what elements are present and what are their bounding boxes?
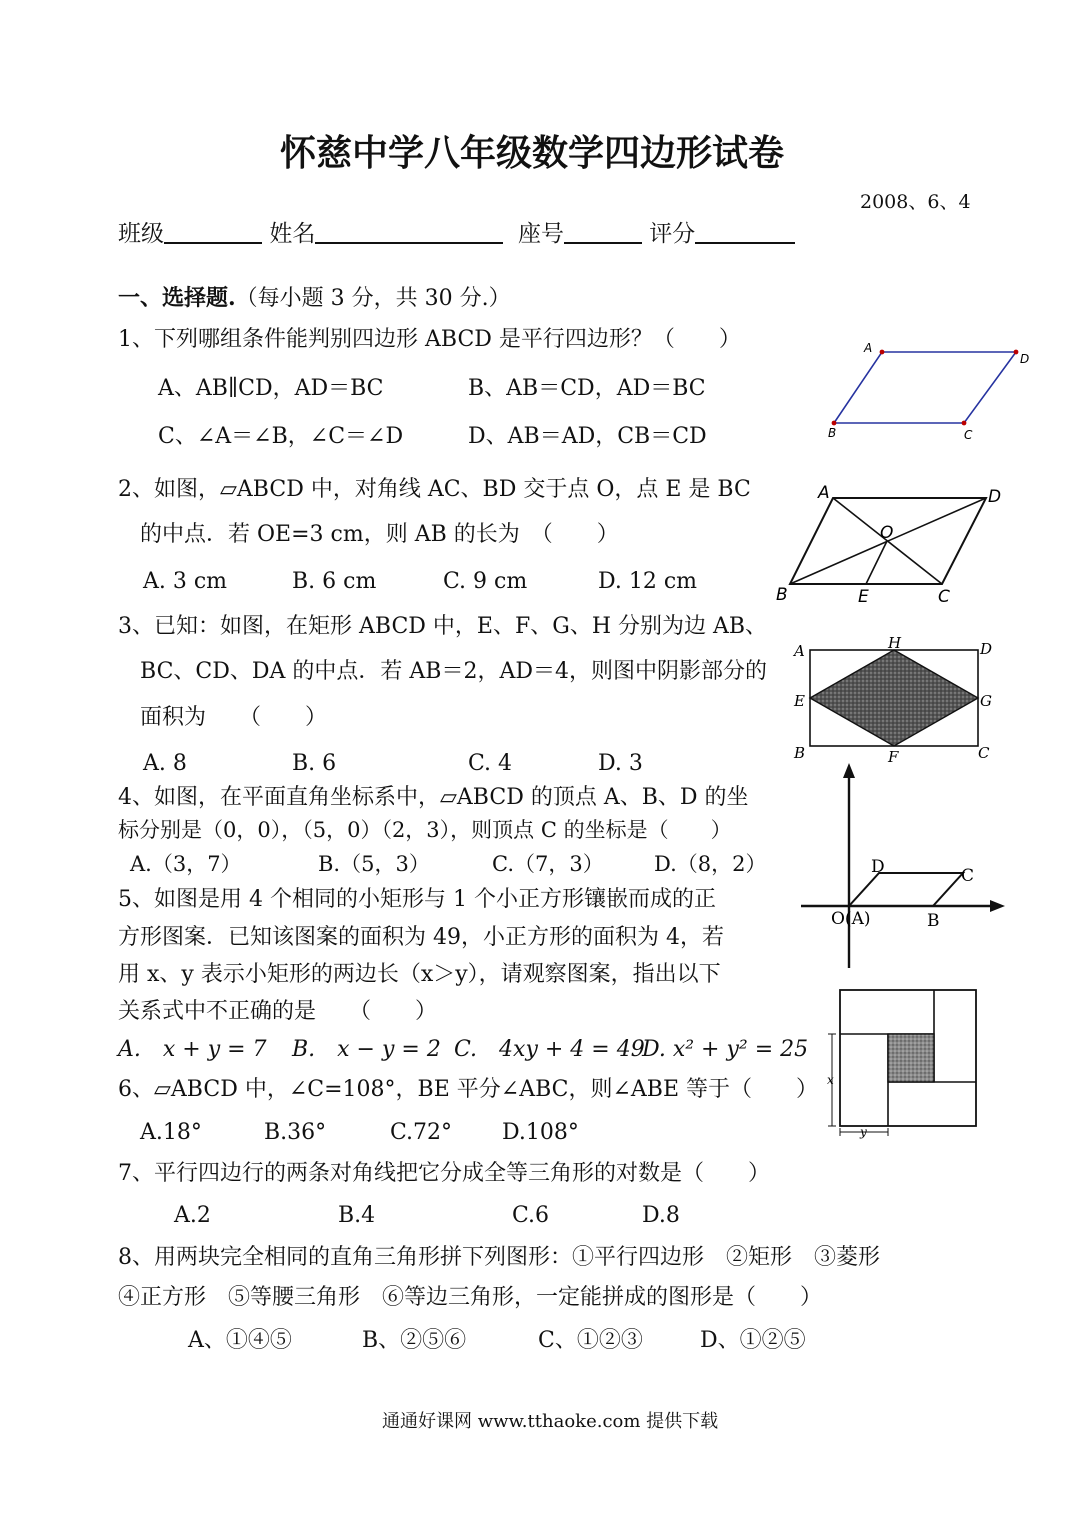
- label-h: H: [888, 634, 902, 652]
- q4-option-a[interactable]: A.（3，7）: [130, 852, 242, 876]
- q2-option-a[interactable]: A. 3 cm: [143, 569, 228, 594]
- q2-option-b[interactable]: B. 6 cm: [292, 569, 377, 594]
- q1-parallelogram-shape: [834, 352, 1016, 423]
- q8-option-d[interactable]: D、①②⑤: [700, 1328, 806, 1353]
- q8-stem-line1: 8、用两块完全相同的直角三角形拼下列图形：①平行四边形 ②矩形 ③菱形: [118, 1245, 880, 1270]
- label-d: D: [871, 857, 885, 877]
- q5-stem-line2: 方形图案．已知该图案的面积为 49，小正方形的面积为 4，若: [118, 925, 724, 950]
- label-a: A: [794, 642, 805, 660]
- score-field[interactable]: [695, 220, 795, 244]
- q8-option-a[interactable]: A、①④⑤: [188, 1328, 292, 1353]
- label-c: C: [978, 744, 990, 762]
- q5-stem-line1: 5、如图是用 4 个相同的小矩形与 1 个小正方形镶嵌而成的正: [118, 887, 716, 912]
- q5-small-square: [888, 1034, 934, 1082]
- q5-option-a[interactable]: A. x + y = 7: [118, 1037, 267, 1062]
- label-f: F: [888, 748, 899, 766]
- q3-rectangle-figure: [790, 632, 1000, 772]
- label-b: B: [927, 911, 940, 931]
- vertex-c-dot: [962, 421, 967, 426]
- q8-stem-line2: ④正方形 ⑤等腰三角形 ⑥等边三角形，一定能拼成的图形是（ ）: [118, 1285, 823, 1310]
- q7-option-c[interactable]: C.6: [512, 1203, 550, 1228]
- name-label: 姓名: [269, 221, 316, 247]
- class-label: 班级: [118, 221, 164, 247]
- page-title: 怀慈中学八年级数学四边形试卷: [280, 133, 785, 174]
- label-c: C: [964, 428, 973, 442]
- q5-stem-line3: 用 x、y 表示小矩形的两边长（x＞y），请观察图案，指出以下: [118, 962, 721, 987]
- q3-option-a[interactable]: A. 8: [143, 751, 187, 776]
- q2-stem-line2: 的中点．若 OE=3 cm，则 AB 的长为 （ ）: [140, 522, 619, 547]
- q6-stem: 6、▱ABCD 中，∠C=108°，BE 平分∠ABC，则∠ABE 等于（ ）: [118, 1077, 819, 1102]
- info-row: [118, 220, 795, 248]
- q6-option-a[interactable]: A.18°: [140, 1120, 202, 1145]
- q3-stem-line2: BC、CD、DA 的中点．若 AB＝2，AD＝4，则图中阴影部分的: [140, 659, 767, 684]
- q3-shaded-rhombus: [810, 650, 978, 746]
- q2-option-d[interactable]: D. 12 cm: [598, 569, 698, 594]
- q1-option-a[interactable]: A、AB∥CD，AD＝BC: [158, 376, 384, 401]
- label-x: x: [827, 1073, 834, 1087]
- label-c: C: [938, 587, 950, 607]
- q7-stem: 7、平行四边行的两条对角线把它分成全等三角形的对数是（ ）: [118, 1161, 770, 1186]
- q4-stem-line2: 标分别是（0，0），（5，0）（2，3），则顶点 C 的坐标是（ ）: [118, 818, 732, 842]
- q4-option-d[interactable]: D.（8，2）: [654, 852, 767, 876]
- q5-option-d[interactable]: D. x² + y² = 25: [642, 1037, 809, 1062]
- q4-option-c[interactable]: C.（7，3）: [492, 852, 604, 876]
- label-a: A: [864, 341, 873, 355]
- label-g: G: [980, 692, 992, 710]
- q6-option-b[interactable]: B.36°: [264, 1120, 327, 1145]
- vertex-b-dot: [832, 421, 837, 426]
- label-b: B: [794, 744, 806, 762]
- section-title: 一、选择题.: [118, 285, 236, 311]
- label-d: D: [988, 487, 1002, 507]
- q1-parallelogram-figure: [820, 335, 1040, 450]
- q7-option-a[interactable]: A.2: [174, 1203, 211, 1228]
- q2-option-c[interactable]: C. 9 cm: [443, 569, 528, 594]
- q6-option-c[interactable]: C.72°: [390, 1120, 453, 1145]
- section-note: （每小题 3 分，共 30 分.）: [235, 286, 511, 311]
- segment-oe: [866, 541, 887, 584]
- q5-stem-line4: 关系式中不正确的是 （ ）: [118, 999, 438, 1024]
- label-d: D: [980, 640, 993, 658]
- label-e: E: [794, 692, 805, 710]
- label-b: B: [828, 426, 837, 440]
- q5-option-c[interactable]: C. 4xy + 4 = 49: [454, 1037, 645, 1062]
- q3-option-c[interactable]: C. 4: [468, 751, 513, 776]
- q1-stem: 1、下列哪组条件能判别四边形 ABCD 是平行四边形？（ ）: [118, 327, 741, 352]
- q2-stem-line1: 2、如图，▱ABCD 中，对角线 AC、BD 交于点 O，点 E 是 BC: [118, 477, 751, 502]
- name-field[interactable]: [315, 220, 503, 244]
- q1-option-b[interactable]: B、AB＝CD，AD＝BC: [468, 376, 706, 401]
- label-y: y: [860, 1125, 867, 1139]
- q8-option-b[interactable]: B、②⑤⑥: [362, 1328, 467, 1353]
- q7-option-d[interactable]: D.8: [642, 1203, 680, 1228]
- y-axis-arrow: [843, 763, 855, 778]
- q4-option-b[interactable]: B.（5，3）: [318, 852, 430, 876]
- q6-option-d[interactable]: D.108°: [502, 1120, 579, 1145]
- q4-stem-line1: 4、如图，在平面直角坐标系中，▱ABCD 的顶点 A、B、D 的坐: [118, 785, 749, 810]
- page-footer: 通通好课网 www.tthaoke.com 提供下载: [382, 1411, 719, 1432]
- label-b: B: [776, 585, 788, 605]
- seat-label: 座号: [517, 221, 564, 247]
- q2-parallelogram-figure: [770, 478, 1040, 608]
- label-d: D: [1020, 352, 1030, 366]
- label-o: O: [880, 523, 894, 543]
- class-field[interactable]: [164, 220, 262, 244]
- q3-option-d[interactable]: D. 3: [598, 751, 643, 776]
- q4-parallelogram-shape: [849, 873, 963, 906]
- q7-option-b[interactable]: B.4: [338, 1203, 376, 1228]
- q5-square-pattern-figure: [822, 986, 987, 1141]
- vertex-d-dot: [1014, 350, 1019, 355]
- q1-option-c[interactable]: C、∠A＝∠B，∠C＝∠D: [158, 424, 404, 449]
- score-label: 评分: [649, 221, 696, 247]
- label-a: A: [818, 483, 830, 503]
- q3-option-b[interactable]: B. 6: [292, 751, 337, 776]
- label-origin-a: O(A): [831, 909, 871, 929]
- x-axis-arrow: [990, 900, 1005, 912]
- exam-date: 2008、6、4: [860, 191, 971, 213]
- q5-option-b[interactable]: B. x − y = 2: [292, 1037, 441, 1062]
- q1-option-d[interactable]: D、AB＝AD，CB＝CD: [468, 424, 707, 449]
- label-e: E: [858, 587, 869, 607]
- q8-option-c[interactable]: C、①②③: [538, 1328, 643, 1353]
- q3-stem-line3: 面积为 （ ）: [140, 705, 328, 730]
- vertex-a-dot: [880, 350, 885, 355]
- label-c: C: [961, 866, 975, 886]
- q4-coordinate-figure: [795, 760, 1010, 975]
- seat-field[interactable]: [564, 220, 642, 244]
- section-heading: [118, 284, 511, 313]
- q3-stem-line1: 3、已知：如图，在矩形 ABCD 中，E、F、G、H 分别为边 AB、: [118, 614, 768, 639]
